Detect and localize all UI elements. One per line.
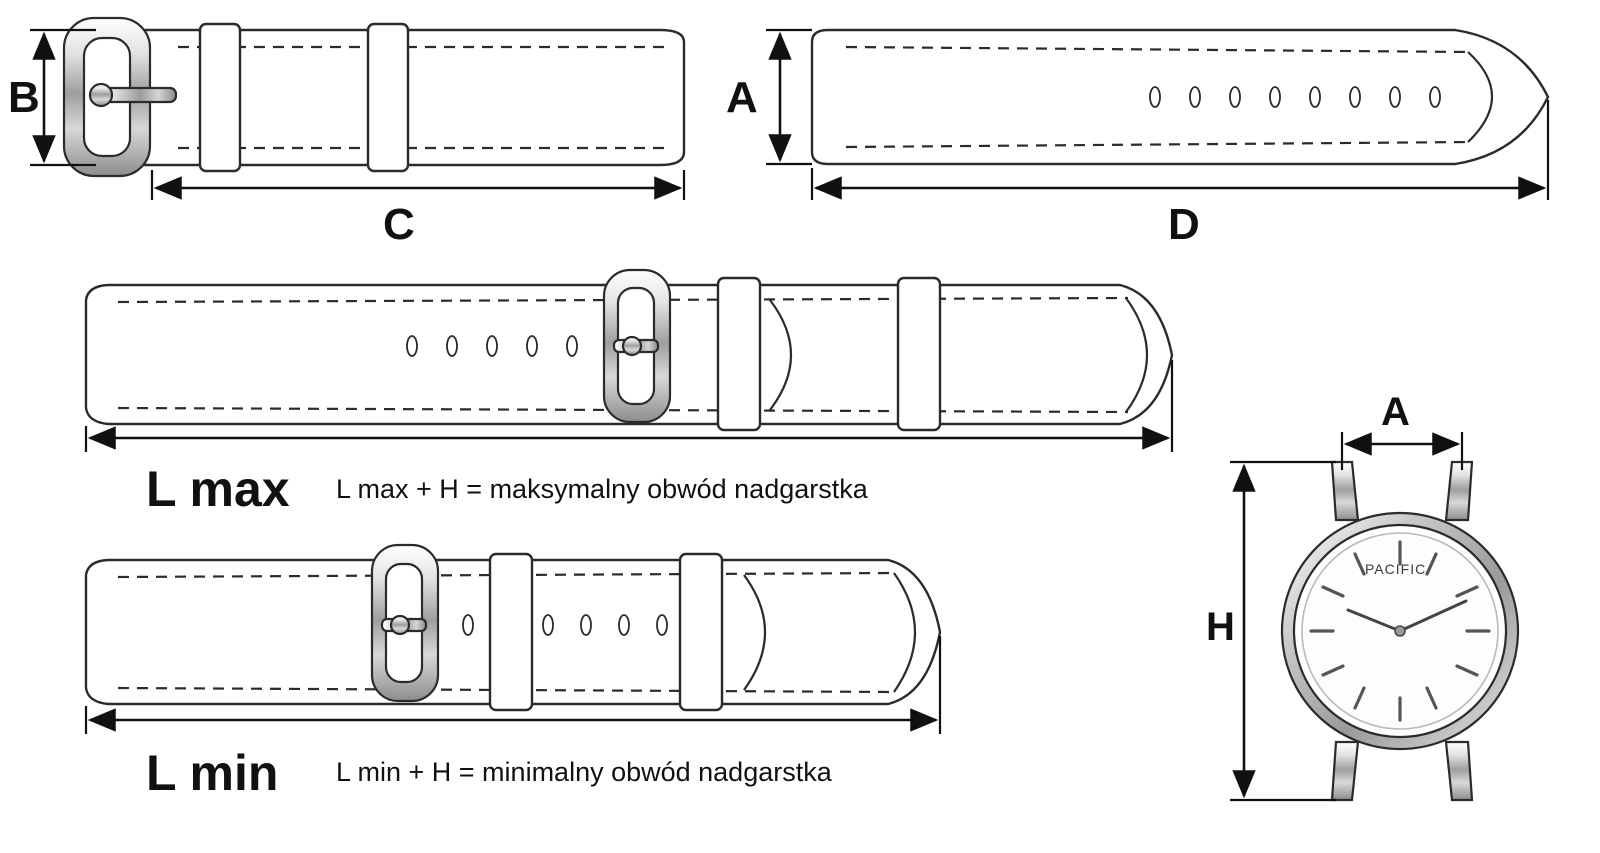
label-b: B [8,73,40,122]
label-a-watch: A [1381,390,1410,434]
note-lmin-formula: L min + H = minimalny obwód nadgarstka [336,757,832,787]
strap-tip-end-top-right [812,30,1548,164]
strap-assembled-lmin [86,545,940,710]
label-a-top: A [726,73,758,122]
note-lmax-formula: L max + H = maksymalny obwód nadgarstka [336,474,868,504]
label-c: C [383,200,415,249]
strap-buckle-end-top-left [64,18,684,176]
strap-assembled-lmax [86,270,1172,430]
watch-brand-label: PACIFIC [1365,561,1427,577]
label-lmin: L min [146,745,279,801]
dimension-c [152,170,684,200]
label-lmax: L max [146,461,290,517]
watch-case [1282,462,1518,800]
label-h: H [1206,605,1235,649]
dimension-a-watch [1342,432,1462,470]
label-d: D [1168,200,1200,249]
dimension-a-top [766,30,812,164]
